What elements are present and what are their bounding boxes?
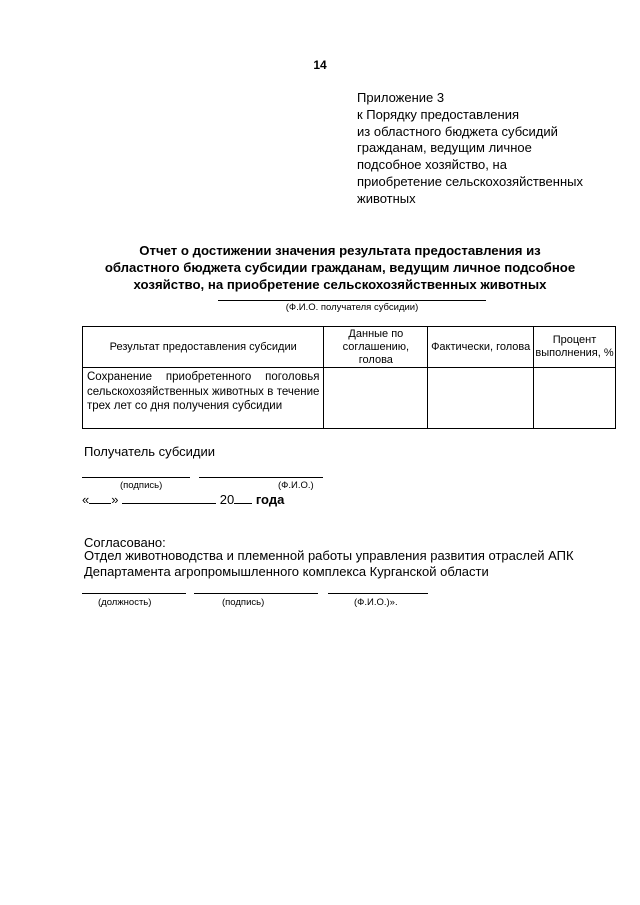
cell-percent[interactable] — [534, 368, 616, 429]
date-line — [82, 492, 284, 507]
title-line: Отчет о достижении значения результата предоставления из — [139, 243, 541, 258]
appendix-line: приобретение сельскохозяйственных — [357, 173, 583, 189]
recipient-name-line[interactable] — [218, 300, 486, 301]
recipient-label: Получатель субсидии — [84, 444, 215, 459]
approval-signature-line[interactable] — [194, 593, 318, 594]
approval-department-1: Отдел животноводства и племенной работы управления развития отраслей АПК — [84, 548, 574, 563]
appendix-line: гражданам, ведущим личное — [357, 140, 532, 156]
quote-close: » — [111, 492, 119, 507]
quote-open: « — [82, 492, 90, 507]
header-agreement: Данные по соглашению, голова — [324, 327, 428, 368]
title-line: областного бюджета субсидии гражданам, ведущим личное подсобное — [104, 260, 576, 275]
appendix-line: подсобное хозяйство, на — [357, 157, 507, 173]
cell-agreement[interactable] — [324, 368, 428, 429]
appendix-line: Приложение 3 — [357, 90, 445, 105]
year-word: года — [255, 492, 285, 507]
approval-department-2: Департамента агропромышленного комплекса Курганской области — [84, 564, 489, 579]
header-actual: Фактически, голова — [428, 327, 534, 368]
approval-fio-caption: (Ф.И.О.)». — [354, 597, 398, 608]
cell-actual[interactable] — [428, 368, 534, 429]
table-row — [83, 368, 616, 429]
approved-label: Согласовано: — [84, 535, 166, 550]
appendix-line: животных — [357, 190, 416, 206]
table-header-row — [83, 327, 616, 368]
title-line: хозяйство, на приобретение сельскохозяйственных животных — [133, 277, 547, 292]
report-table — [82, 326, 616, 429]
year-prefix: 20 — [219, 492, 235, 507]
appendix-line: из областного бюджета субсидий — [357, 123, 558, 139]
year-blank[interactable] — [234, 492, 252, 504]
signature-line[interactable] — [82, 477, 190, 478]
fio-caption: (Ф.И.О.) — [278, 480, 314, 491]
approval-signature-caption: (подпись) — [222, 597, 265, 608]
cell-result: Сохранение приобретенного поголовья сельскохозяйственных животных в течение трех лет со дня получения субсидии — [83, 368, 324, 429]
fio-line[interactable] — [199, 477, 323, 478]
report-title — [80, 242, 600, 293]
page-number: 14 — [313, 58, 327, 72]
position-line[interactable] — [82, 593, 186, 594]
signature-caption: (подпись) — [120, 480, 163, 491]
appendix-line: к Порядку предоставления — [357, 106, 519, 122]
appendix-block — [357, 90, 583, 208]
header-percent: Процент выполнения, % — [534, 327, 616, 368]
header-result: Результат предоставления субсидии — [83, 327, 324, 368]
month-blank[interactable] — [122, 492, 216, 504]
position-caption: (должность) — [98, 597, 152, 608]
recipient-name-caption: (Ф.И.О. получателя субсидии) — [285, 302, 419, 313]
approval-fio-line[interactable] — [328, 593, 428, 594]
day-blank[interactable] — [89, 492, 111, 504]
